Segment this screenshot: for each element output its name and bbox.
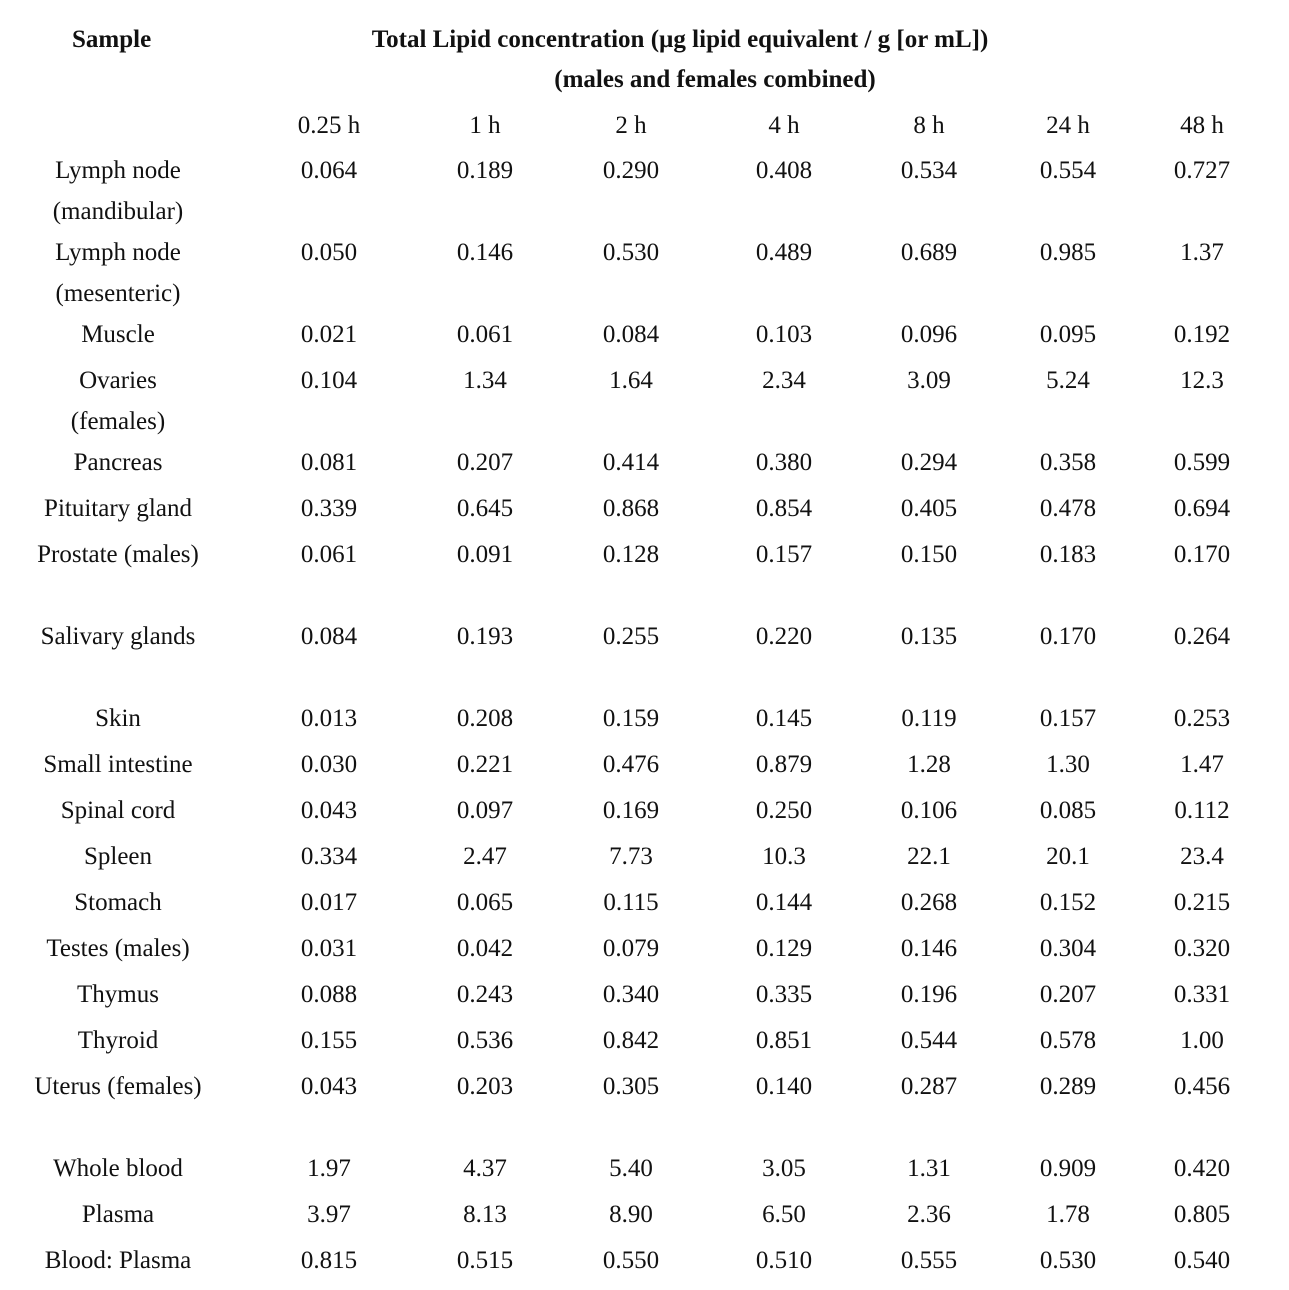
concentration-value: 5.24: [1046, 367, 1090, 394]
table-body: [0, 106, 1272, 1286]
concentration-value: 0.985: [1039, 239, 1097, 266]
concentration-value: 0.097: [456, 797, 514, 824]
concentration-value: 0.169: [602, 797, 660, 824]
concentration-value: 0.536: [456, 1027, 514, 1054]
concentration-value: 1.30: [1046, 751, 1090, 778]
concentration-value: 0.088: [300, 981, 358, 1008]
concentration-value: 0.042: [456, 935, 514, 962]
concentration-value: 0.476: [602, 751, 660, 778]
concentration-value: 0.157: [755, 541, 813, 568]
concentration-value: 0.854: [755, 495, 813, 522]
concentration-value: 0.096: [900, 321, 958, 348]
concentration-value: 23.4: [1180, 843, 1224, 870]
sample-name: Plasma: [81, 1201, 155, 1228]
concentration-value: 0.192: [1173, 321, 1231, 348]
sample-column-header: Sample: [72, 26, 152, 53]
concentration-value: 0.017: [300, 889, 358, 916]
sample-name: Whole blood: [53, 1155, 183, 1182]
concentration-value: 3.97: [307, 1201, 351, 1228]
concentration-value: 12.3: [1180, 367, 1224, 394]
sample-name: Muscle: [81, 321, 155, 348]
concentration-value: 0.405: [900, 495, 958, 522]
table-subtitle: (males and females combined): [554, 66, 876, 93]
concentration-value: 0.146: [456, 239, 514, 266]
concentration-value: 1.37: [1180, 239, 1224, 266]
concentration-value: 8.13: [463, 1201, 507, 1228]
time-point-header: 24 h: [1046, 112, 1090, 139]
concentration-value: 0.065: [456, 889, 514, 916]
sample-name-cell: [0, 150, 236, 232]
concentration-value: 0.104: [300, 367, 358, 394]
concentration-value: 3.05: [762, 1155, 806, 1182]
concentration-value: 0.727: [1173, 157, 1231, 184]
table-row: [0, 1020, 1272, 1066]
concentration-value: 1.64: [609, 367, 653, 394]
sample-name: Salivary glands: [40, 623, 196, 650]
time-point-header: 1 h: [469, 112, 501, 139]
concentration-value: 0.091: [456, 541, 514, 568]
table-row: [0, 150, 1272, 232]
concentration-value: 6.50: [762, 1201, 806, 1228]
concentration-value: 0.170: [1039, 623, 1097, 650]
concentration-value: 0.215: [1173, 889, 1231, 916]
concentration-value: 1.34: [463, 367, 507, 394]
concentration-value: 0.013: [300, 705, 358, 732]
time-point-header: 0.25 h: [297, 112, 361, 139]
concentration-value: 0.021: [300, 321, 358, 348]
concentration-value: 0.189: [456, 157, 514, 184]
table-row: [0, 1148, 1272, 1194]
concentration-value: 5.40: [609, 1155, 653, 1182]
concentration-value: 0.358: [1039, 449, 1097, 476]
concentration-value: 8.90: [609, 1201, 653, 1228]
concentration-value: 0.478: [1039, 495, 1097, 522]
concentration-value: 0.119: [901, 705, 957, 732]
concentration-value: 0.243: [456, 981, 514, 1008]
concentration-value: 0.095: [1039, 321, 1097, 348]
concentration-value: 0.043: [300, 1073, 358, 1100]
table-row: [0, 698, 1272, 744]
concentration-value: 0.150: [900, 541, 958, 568]
table-row: [0, 974, 1272, 1020]
concentration-value: 10.3: [762, 843, 806, 870]
concentration-value: 0.530: [1039, 1247, 1097, 1274]
concentration-value: 0.530: [602, 239, 660, 266]
concentration-value: 0.340: [602, 981, 660, 1008]
concentration-value: 0.135: [900, 623, 958, 650]
concentration-value: 1.28: [907, 751, 951, 778]
concentration-value: 0.043: [300, 797, 358, 824]
sample-name-cell: [0, 698, 236, 744]
sample-name-cell: [0, 488, 236, 534]
concentration-value: 0.115: [603, 889, 659, 916]
concentration-value: 0.084: [602, 321, 660, 348]
concentration-value: 0.061: [456, 321, 514, 348]
concentration-value: 0.084: [300, 623, 358, 650]
concentration-value: 0.203: [456, 1073, 514, 1100]
sample-name: Blood: Plasma: [44, 1247, 192, 1274]
sample-name-cell: [0, 1020, 236, 1066]
concentration-value: 0.335: [755, 981, 813, 1008]
concentration-value: 0.255: [602, 623, 660, 650]
concentration-value: 0.334: [300, 843, 358, 870]
concentration-value: 0.420: [1173, 1155, 1231, 1182]
sample-name: Ovaries (females): [70, 367, 166, 435]
concentration-value: 0.304: [1039, 935, 1097, 962]
concentration-value: 1.00: [1180, 1027, 1224, 1054]
sample-name: Lymph node (mesenteric): [55, 239, 181, 307]
sample-name-cell: [0, 974, 236, 1020]
sample-name: Prostate (males): [37, 541, 199, 568]
sample-name: Thyroid: [77, 1027, 159, 1054]
concentration-value: 0.220: [755, 623, 813, 650]
concentration-value: 1.78: [1046, 1201, 1090, 1228]
table-row: [0, 882, 1272, 928]
concentration-value: 0.128: [602, 541, 660, 568]
table-row: [0, 1066, 1272, 1148]
sample-name: Stomach: [74, 889, 162, 916]
sample-name: Lymph node (mandibular): [52, 157, 184, 225]
table-row: [0, 534, 1272, 616]
sample-name: Uterus (females): [34, 1073, 202, 1100]
concentration-value: 0.456: [1173, 1073, 1231, 1100]
concentration-value: 0.221: [456, 751, 514, 778]
concentration-value: 0.554: [1039, 157, 1097, 184]
time-point-header: 8 h: [913, 112, 945, 139]
sample-name-cell: [0, 1240, 236, 1286]
concentration-value: 0.534: [900, 157, 958, 184]
sample-name-cell: [0, 1194, 236, 1240]
table-row: [0, 442, 1272, 488]
concentration-value: 0.380: [755, 449, 813, 476]
concentration-value: 0.264: [1173, 623, 1231, 650]
sample-name-cell: [0, 744, 236, 790]
concentration-value: 0.159: [602, 705, 660, 732]
concentration-value: 0.208: [456, 705, 514, 732]
concentration-value: 0.064: [300, 157, 358, 184]
table-row: [0, 790, 1272, 836]
sample-name-cell: [0, 232, 236, 314]
concentration-value: 0.339: [300, 495, 358, 522]
table-row: [0, 314, 1272, 360]
sample-name: Thymus: [77, 981, 159, 1008]
concentration-value: 0.193: [456, 623, 514, 650]
concentration-value: 0.578: [1039, 1027, 1097, 1054]
lipid-concentration-table: [0, 106, 1272, 1286]
concentration-value: 2.36: [907, 1201, 951, 1228]
sample-name-cell: [0, 314, 236, 360]
sample-name-cell: [0, 534, 236, 616]
concentration-value: 2.47: [463, 843, 507, 870]
table-title: Total Lipid concentration (µg lipid equivalent / g [or mL]): [371, 26, 989, 53]
table-row: [0, 1240, 1272, 1286]
concentration-value: 0.145: [755, 705, 813, 732]
concentration-value: 0.489: [755, 239, 813, 266]
concentration-value: 0.079: [602, 935, 660, 962]
concentration-value: 0.879: [755, 751, 813, 778]
sample-name-cell: [0, 360, 236, 442]
concentration-value: 1.31: [907, 1155, 951, 1182]
sample-name-cell: [0, 790, 236, 836]
concentration-value: 0.320: [1173, 935, 1231, 962]
table-row: [0, 1194, 1272, 1240]
sample-name: Spleen: [83, 843, 153, 870]
concentration-value: 0.805: [1173, 1201, 1231, 1228]
concentration-value: 0.144: [755, 889, 813, 916]
concentration-value: 0.250: [755, 797, 813, 824]
time-header-row: [0, 106, 1272, 150]
time-point-header: 48 h: [1180, 112, 1224, 139]
concentration-value: 0.544: [900, 1027, 958, 1054]
concentration-value: 0.268: [900, 889, 958, 916]
sample-name-cell: [0, 836, 236, 882]
sample-name: Pancreas: [73, 449, 163, 476]
concentration-value: 0.909: [1039, 1155, 1097, 1182]
concentration-value: 0.081: [300, 449, 358, 476]
sample-name: Skin: [95, 705, 141, 732]
table-row: [0, 928, 1272, 974]
concentration-value: 22.1: [907, 843, 951, 870]
table-row: [0, 488, 1272, 534]
concentration-value: 0.414: [602, 449, 660, 476]
sample-name-cell: [0, 1066, 236, 1148]
sample-name: Pituitary gland: [44, 495, 192, 522]
concentration-value: 0.196: [900, 981, 958, 1008]
concentration-value: 0.851: [755, 1027, 813, 1054]
table-row: [0, 836, 1272, 882]
concentration-value: 3.09: [907, 367, 951, 394]
table-row: [0, 232, 1272, 314]
sample-name-cell: [0, 882, 236, 928]
concentration-value: 0.207: [1039, 981, 1097, 1008]
concentration-value: 0.815: [300, 1247, 358, 1274]
concentration-value: 0.050: [300, 239, 358, 266]
concentration-value: 0.287: [900, 1073, 958, 1100]
concentration-value: 0.555: [900, 1247, 958, 1274]
concentration-value: 0.207: [456, 449, 514, 476]
concentration-value: 0.842: [602, 1027, 660, 1054]
table-row: [0, 744, 1272, 790]
concentration-value: 0.031: [300, 935, 358, 962]
concentration-value: 0.868: [602, 495, 660, 522]
concentration-value: 0.157: [1039, 705, 1097, 732]
table-row: [0, 360, 1272, 442]
concentration-value: 0.155: [300, 1027, 358, 1054]
concentration-value: 0.290: [602, 157, 660, 184]
concentration-value: 0.540: [1173, 1247, 1231, 1274]
time-point-header: 4 h: [768, 112, 800, 139]
concentration-value: 0.289: [1039, 1073, 1097, 1100]
concentration-value: 0.253: [1173, 705, 1231, 732]
time-point-header: 2 h: [615, 112, 647, 139]
sample-name-cell: [0, 1148, 236, 1194]
time-header-blank: [0, 106, 236, 150]
concentration-value: 0.550: [602, 1247, 660, 1274]
concentration-value: 0.129: [755, 935, 813, 962]
sample-name-cell: [0, 442, 236, 488]
concentration-value: 0.515: [456, 1247, 514, 1274]
concentration-value: 0.061: [300, 541, 358, 568]
concentration-value: 0.170: [1173, 541, 1231, 568]
concentration-value: 0.112: [1174, 797, 1230, 824]
concentration-value: 0.294: [900, 449, 958, 476]
concentration-value: 0.103: [755, 321, 813, 348]
sample-name-cell: [0, 616, 236, 698]
concentration-value: 0.085: [1039, 797, 1097, 824]
concentration-value: 1.97: [307, 1155, 351, 1182]
sample-name: Testes (males): [46, 935, 190, 962]
concentration-value: 0.599: [1173, 449, 1231, 476]
concentration-value: 1.47: [1180, 751, 1224, 778]
concentration-value: 0.694: [1173, 495, 1231, 522]
concentration-value: 0.152: [1039, 889, 1097, 916]
concentration-value: 0.305: [602, 1073, 660, 1100]
concentration-value: 0.183: [1039, 541, 1097, 568]
concentration-value: 0.146: [900, 935, 958, 962]
concentration-value: 0.408: [755, 157, 813, 184]
concentration-value: 0.331: [1173, 981, 1231, 1008]
concentration-value: 0.689: [900, 239, 958, 266]
concentration-value: 0.030: [300, 751, 358, 778]
sample-name: Small intestine: [43, 751, 193, 778]
concentration-value: 0.645: [456, 495, 514, 522]
concentration-value: 0.510: [755, 1247, 813, 1274]
concentration-value: 7.73: [609, 843, 653, 870]
table-row: [0, 616, 1272, 698]
concentration-value: 0.106: [900, 797, 958, 824]
concentration-value: 0.140: [755, 1073, 813, 1100]
concentration-value: 4.37: [463, 1155, 507, 1182]
sample-name-cell: [0, 928, 236, 974]
sample-name: Spinal cord: [60, 797, 176, 824]
concentration-value: 20.1: [1046, 843, 1090, 870]
concentration-value: 2.34: [762, 367, 806, 394]
